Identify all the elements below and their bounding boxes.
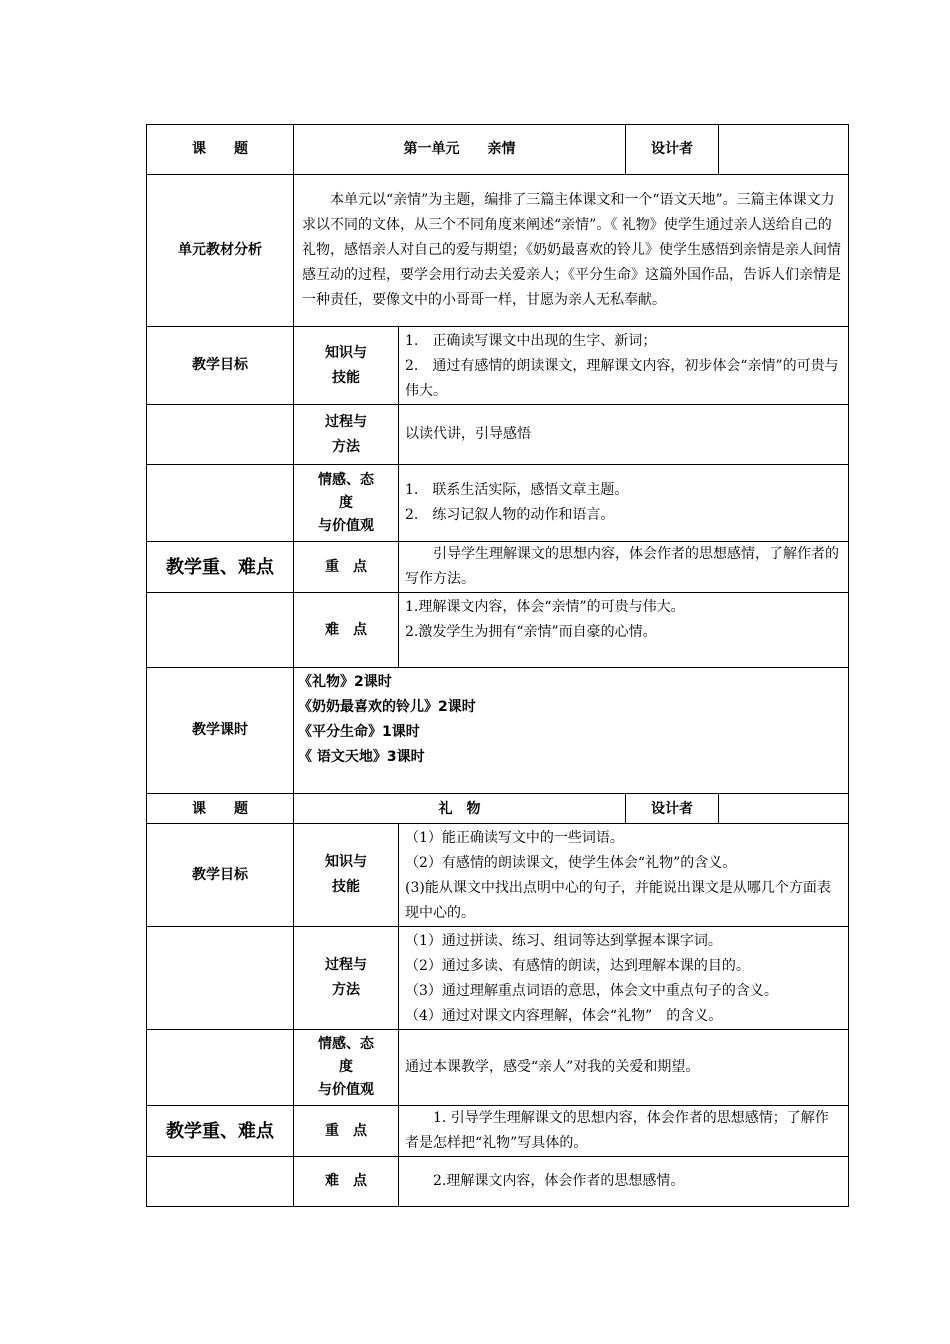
unit-key-point-cell	[399, 542, 849, 593]
unit-hours-items	[294, 668, 849, 794]
lesson-difficulty-text: 2.理解课文内容，体会作者的思想感情。	[433, 1173, 685, 1189]
unit-designer-label: 设计者	[626, 125, 719, 175]
unit-key-point-text: 引导学生理解课文的思想内容，体会作者的思想感情，了解作者的写作方法。	[405, 546, 839, 587]
lesson-key-point-cell	[399, 1106, 849, 1157]
unit-key-empty	[147, 593, 294, 668]
unit-knowledge-label: 知识与 技能	[294, 327, 399, 405]
lesson-key-empty	[147, 1157, 294, 1207]
unit-key-label: 教学重、难点	[147, 542, 294, 593]
list-item: 2. 练习记叙人物的动作和语言。	[405, 507, 615, 523]
list-item: 1.理解课文内容，体会“亲情”的可贵与伟大。	[405, 599, 685, 615]
lesson-difficulty-label: 难 点	[294, 1157, 399, 1207]
lesson-key-label: 教学重、难点	[147, 1106, 294, 1157]
lesson-key-point-text: 1. 引导学生理解课文的思想内容，体会作者的思想感情；了解作者是怎样把“礼物”写具体的。	[405, 1110, 829, 1151]
unit-goals-label: 教学目标	[147, 327, 294, 405]
unit-process-label: 过程与 方法	[294, 405, 399, 465]
list-item: 《礼物》2课时	[298, 674, 392, 690]
unit-hours-label: 教学课时	[147, 668, 294, 794]
lesson-goals-label: 教学目标	[147, 824, 294, 927]
list-item: （2）有感情的朗读课文，使学生体会“礼物”的含义。	[405, 855, 737, 871]
unit-designer-value	[719, 125, 849, 175]
list-item: （3）通过理解重点词语的意思，体会文中重点句子的含义。	[405, 983, 778, 999]
unit-emotion-items	[399, 465, 849, 542]
unit-knowledge-items	[399, 327, 849, 405]
lesson-difficulty-cell	[399, 1157, 849, 1207]
list-item: 《奶奶最喜欢的铃儿》2课时	[298, 699, 476, 715]
lesson-emotion-text: 通过本课教学，感受“亲人”对我的关爱和期望。	[399, 1030, 849, 1106]
lesson-process-label: 过程与 方法	[294, 927, 399, 1030]
lesson-designer-value	[719, 794, 849, 824]
list-item: 2. 通过有感情的朗读课文，理解课文内容，初步体会“亲情”的可贵与伟大。	[405, 358, 839, 399]
list-item: （1）能正确读写文中的一些词语。	[405, 830, 624, 846]
unit-topic-value: 第一单元 亲情	[294, 125, 626, 175]
lesson-key-point-label: 重 点	[294, 1106, 399, 1157]
lesson-knowledge-label: 知识与 技能	[294, 824, 399, 927]
unit-emotion-label: 情感、态 度 与价值观	[294, 465, 399, 542]
list-item: 《平分生命》1课时	[298, 724, 420, 740]
lesson-process-items	[399, 927, 849, 1030]
lesson-knowledge-items	[399, 824, 849, 927]
unit-topic-label: 课 题	[147, 125, 294, 175]
unit-analysis-label: 单元教材分析	[147, 175, 294, 327]
list-item: 《 语文天地》3课时	[298, 749, 425, 765]
unit-key-point-label: 重 点	[294, 542, 399, 593]
list-item: 1. 联系生活实际，感悟文章主题。	[405, 482, 629, 498]
list-item: 1. 正确读写课文中出现的生字、新词；	[405, 333, 657, 349]
lesson-goals-empty-1	[147, 927, 294, 1030]
unit-difficulty-label: 难 点	[294, 593, 399, 668]
lesson-topic-label: 课 题	[147, 794, 294, 824]
unit-analysis-cell	[294, 175, 849, 327]
unit-process-text: 以读代讲，引导感悟	[399, 405, 849, 465]
list-item: （2）通过多读、有感情的朗读，达到理解本课的目的。	[405, 958, 750, 974]
lesson-emotion-label: 情感、态 度 与价值观	[294, 1030, 399, 1106]
list-item: (3)能从课文中找出点明中心的句子，并能说出课文是从哪几个方面表现中心的。	[405, 880, 831, 921]
list-item: 2.激发学生为拥有“亲情”而自豪的心情。	[405, 624, 657, 640]
lesson-topic-value: 礼 物	[294, 794, 626, 824]
unit-goals-empty-1	[147, 405, 294, 465]
lesson-designer-label: 设计者	[626, 794, 719, 824]
lesson-goals-empty-2	[147, 1030, 294, 1106]
list-item: （1）通过拼读、练习、组词等达到掌握本课字词。	[405, 933, 722, 949]
lesson-plan-table	[146, 124, 849, 1207]
unit-analysis-text: 本单元以“亲情”为主题，编排了三篇主体课文和一个“语文天地”。三篇主体课文力求以不同的文体，从三个不同角度来阐述“亲情”。《 礼物》使学生通过亲人送给自己的礼物，感悟亲人对自己的爱与期望；《奶奶最喜欢的铃儿》使学生感悟到亲情是亲人间情感互动的过程，要学会用行动去关爱亲人；《平分生命》这篇外国作品，告诉人们亲情是一种责任，要像文中的小哥哥一样，甘愿为亲人无私奉献。	[302, 192, 841, 308]
unit-goals-empty-2	[147, 465, 294, 542]
list-item: （4）通过对课文内容理解，体会“礼物” 的含义。	[405, 1008, 723, 1024]
unit-difficulty-items	[399, 593, 849, 668]
